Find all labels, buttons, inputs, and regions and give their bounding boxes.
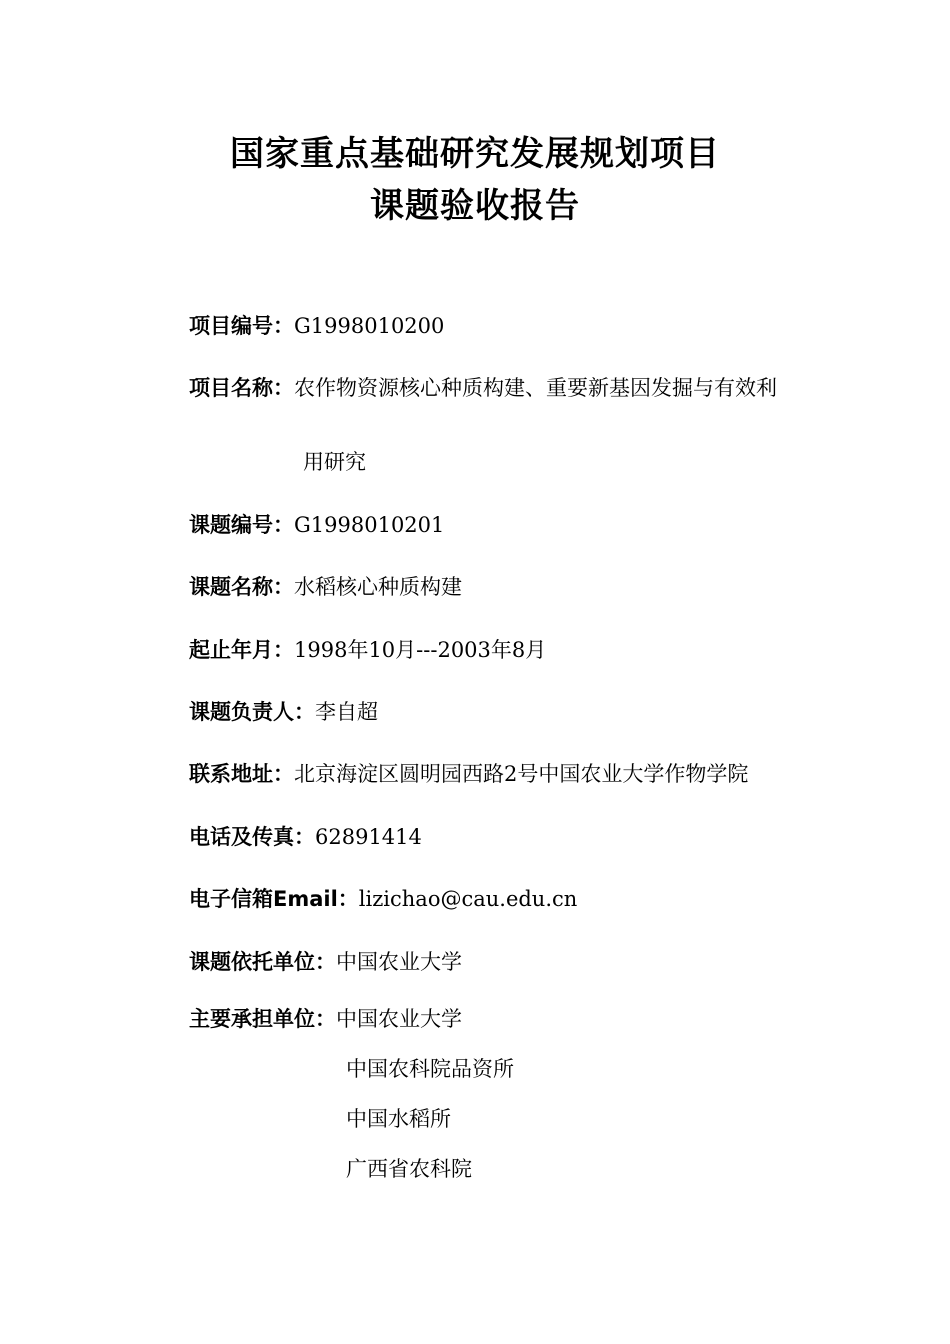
phone-fax-field xyxy=(189,823,422,851)
project-name-field xyxy=(189,374,777,402)
leader-value: 李自超 xyxy=(315,700,378,724)
period-field xyxy=(189,636,546,664)
report-title xyxy=(0,128,950,232)
topic-name-label: 课题名称： xyxy=(189,575,294,599)
main-units-field xyxy=(189,1005,462,1033)
address-label: 联系地址： xyxy=(189,762,294,786)
project-number-label: 项目编号： xyxy=(189,314,294,338)
address-field xyxy=(189,760,748,788)
period-value: 1998年10月---2003年8月 xyxy=(294,638,547,662)
address-value: 北京海淀区圆明园西路2号中国农业大学作物学院 xyxy=(294,762,749,786)
phone-fax-value: 62891414 xyxy=(315,825,422,849)
title-line-1: 国家重点基础研究发展规划项目 xyxy=(230,134,720,174)
main-unit-3: 中国水稻所 xyxy=(346,1107,451,1131)
project-number-field xyxy=(189,312,444,340)
host-unit-value: 中国农业大学 xyxy=(336,950,462,974)
topic-name-field xyxy=(189,573,462,601)
leader-label: 课题负责人： xyxy=(189,700,315,724)
project-name-value-line1: 农作物资源核心种质构建、重要新基因发掘与有效利 xyxy=(294,376,777,400)
leader-field xyxy=(189,698,378,726)
topic-number-value: G1998010201 xyxy=(294,513,445,537)
host-unit-field xyxy=(189,948,462,976)
project-name-value-line2: 用研究 xyxy=(303,450,366,474)
main-unit-2: 中国农科院品资所 xyxy=(346,1057,514,1081)
email-label: 电子信箱Email： xyxy=(189,887,359,911)
topic-number-field xyxy=(189,511,444,539)
email-value[interactable]: lizichao@cau.edu.cn xyxy=(358,887,578,911)
project-number-value: G1998010200 xyxy=(294,314,445,338)
phone-fax-label: 电话及传真： xyxy=(189,825,315,849)
topic-number-label: 课题编号： xyxy=(189,513,294,537)
email-field xyxy=(189,885,577,913)
main-unit-4: 广西省农科院 xyxy=(346,1157,472,1181)
project-name-label: 项目名称： xyxy=(189,376,294,400)
title-line-2: 课题验收报告 xyxy=(370,186,580,226)
main-units-label: 主要承担单位： xyxy=(189,1007,336,1031)
period-label: 起止年月： xyxy=(189,638,294,662)
main-unit-1: 中国农业大学 xyxy=(336,1007,462,1031)
topic-name-value: 水稻核心种质构建 xyxy=(294,575,462,599)
host-unit-label: 课题依托单位： xyxy=(189,950,336,974)
